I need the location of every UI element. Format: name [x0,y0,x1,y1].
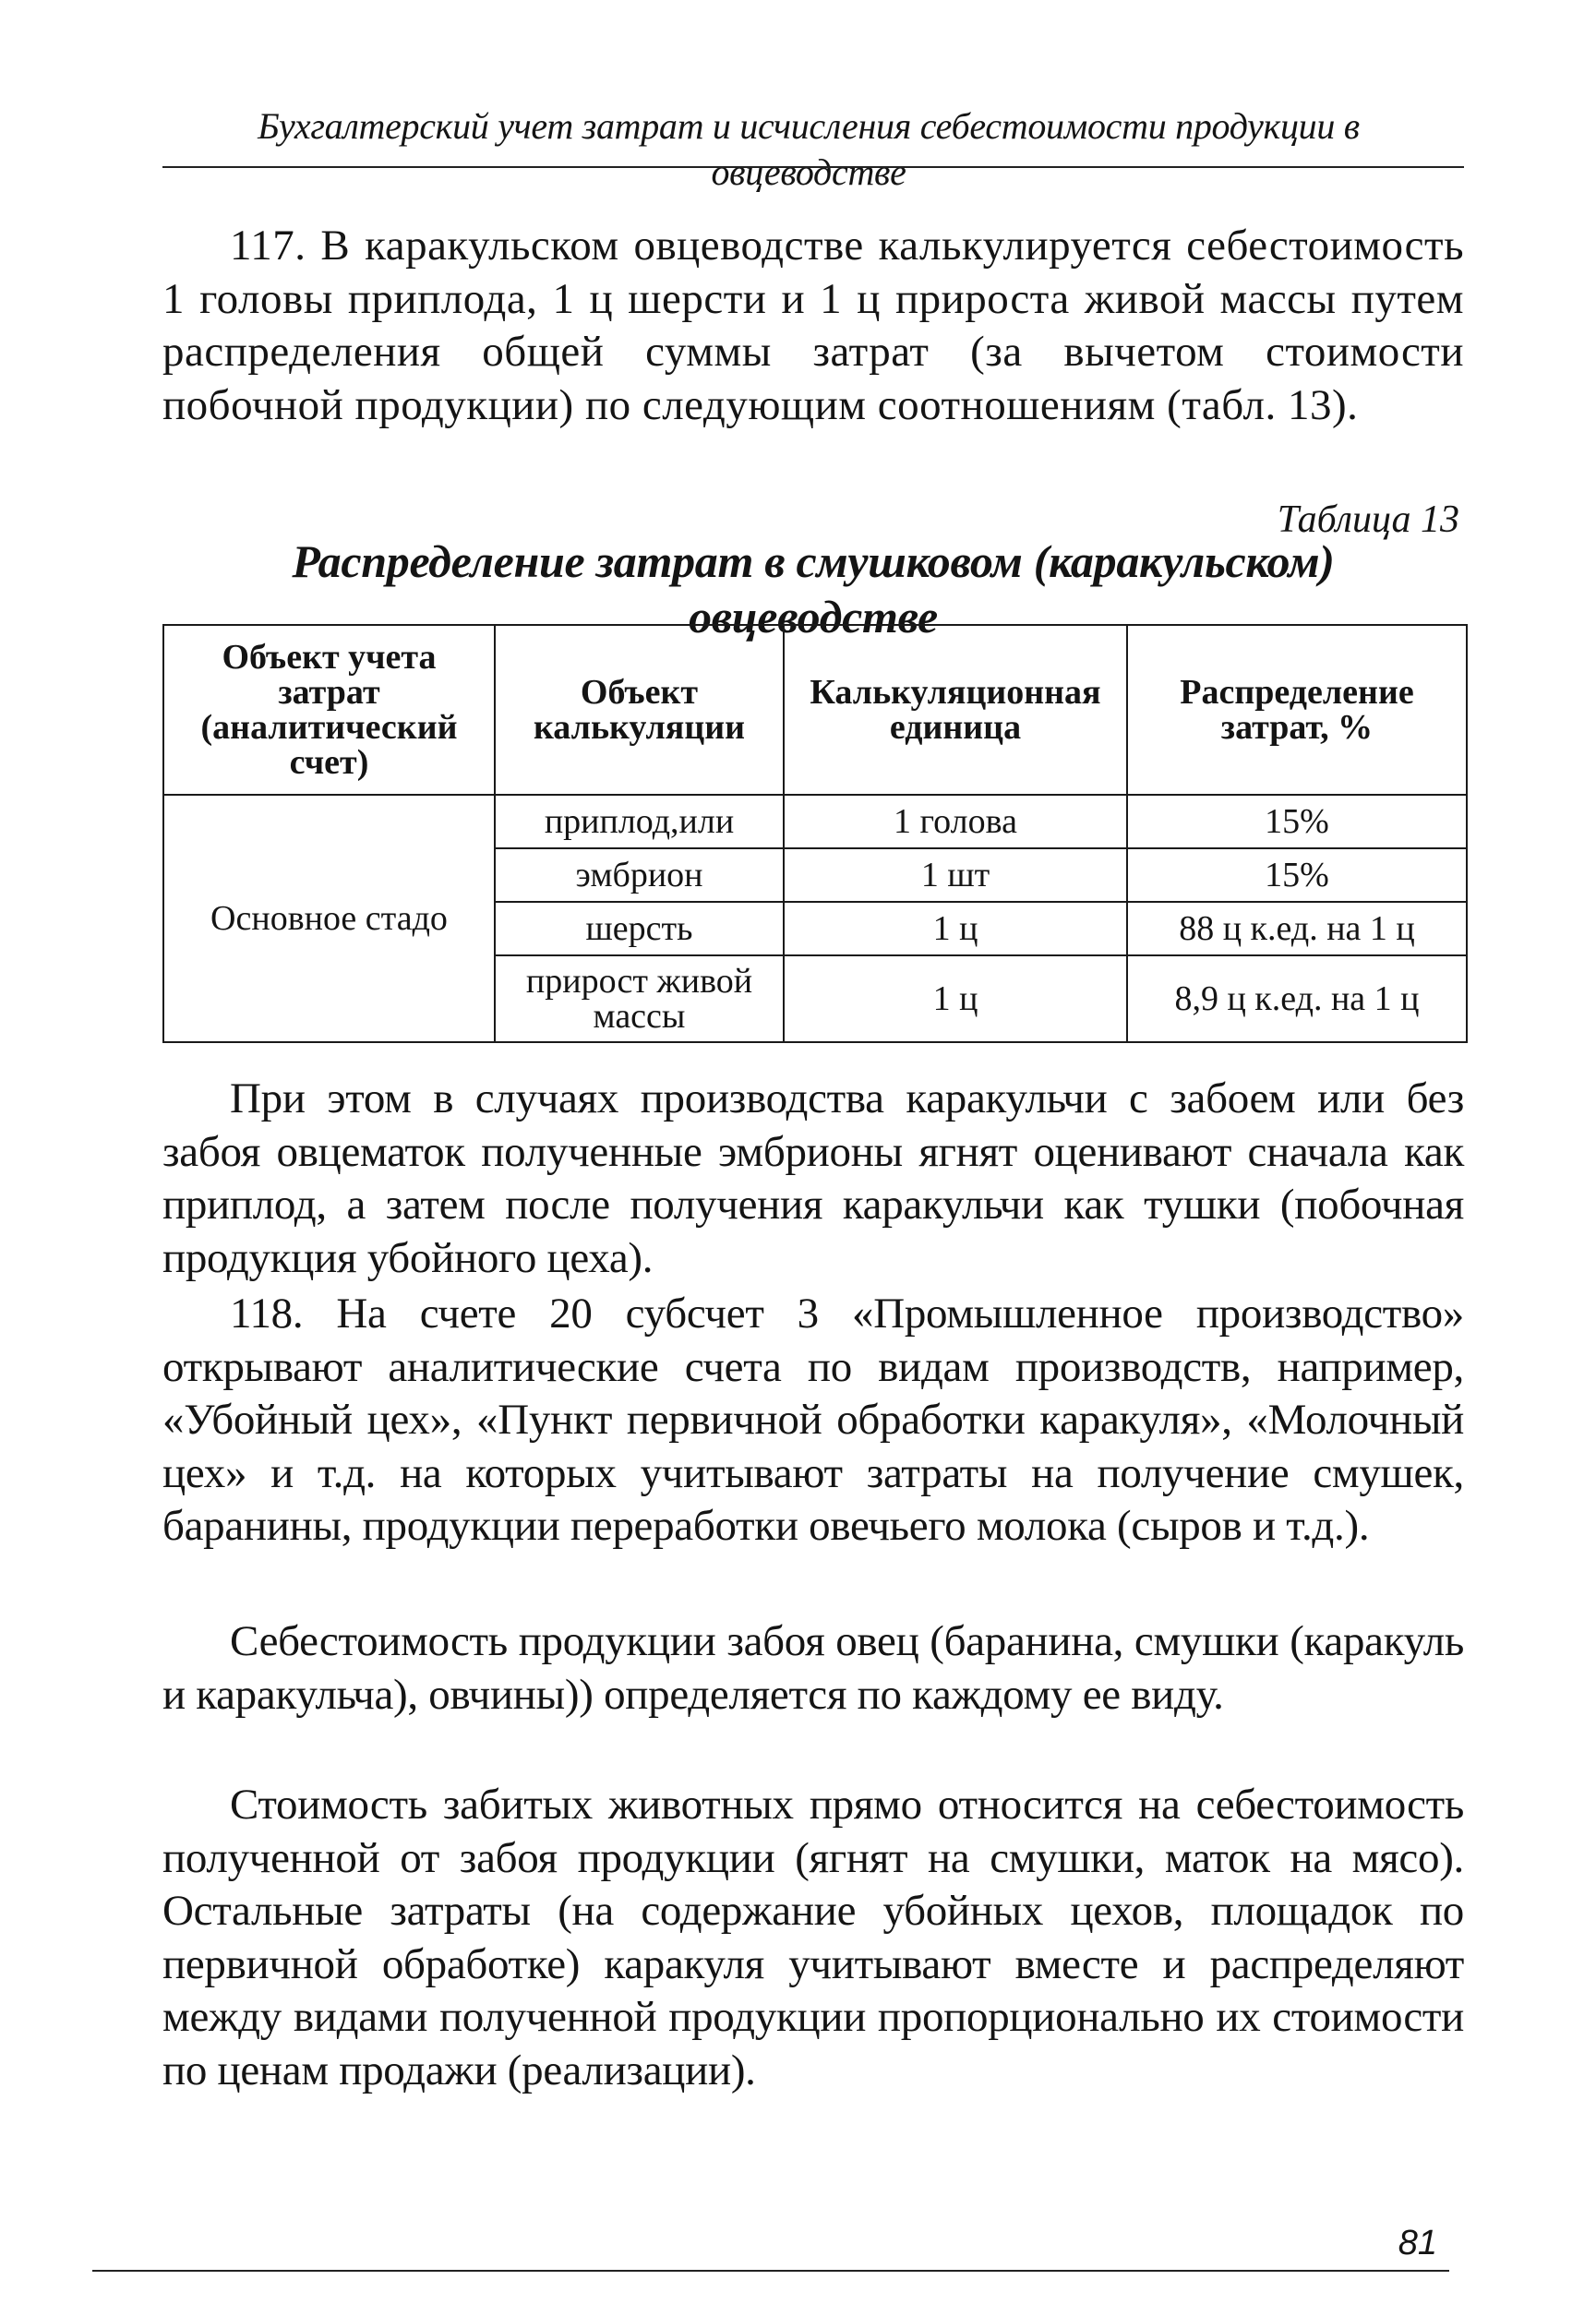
table-cell: 1 ц [784,902,1127,955]
cost-distribution-table [162,624,1468,1043]
column-header: Объект калькуляции [495,625,784,795]
header-rule [162,166,1464,168]
table-cell: приплод,или [495,795,784,848]
page-number: 81 [1398,2224,1437,2262]
table-cell: 88 ц к.ед. на 1 ц [1127,902,1467,955]
table-title: Распределение затрат в смушковом (каракульском) овцеводстве [292,535,1335,642]
paragraph-slaughter-cost: Себестоимость продукции забоя овец (баранина, смушки (каракуль и каракульча), овчины)) определяется по каждому ее виду. [162,1617,1464,1719]
paragraph-slaughtered-animals: Стоимость забитых животных прямо относится на себестоимость полученной от забоя продукции (ягнят на смушки, маток на мясо). Остальные затраты (на содержание убойных цехов, площадок по первичной обработке) каракуля учитывают вместе и распределяют между видами полученной продукции пропорционально их стоимости по ценам продажи (реализации). [162,1781,1464,2094]
column-header: Распределение затрат, % [1127,625,1467,795]
table-cell-account: Основное стадо [163,795,495,1042]
column-header: Объект учета затрат (аналитический счет) [163,625,495,795]
table-cell: 1 шт [784,848,1127,902]
running-header: Бухгалтерский учет затрат и исчисления себестоимости продукции в овцеводстве [258,105,1360,193]
column-header: Калькуляционная единица [784,625,1127,795]
table-cell: 15% [1127,795,1467,848]
table-cell: 1 голова [784,795,1127,848]
table-cell: 15% [1127,848,1467,902]
footer-rule [92,2270,1449,2272]
table-cell: 8,9 ц к.ед. на 1 ц [1127,955,1467,1042]
table-cell: прирост живой массы [495,955,784,1042]
table-header-row [163,625,1467,795]
table-row [163,795,1467,848]
table-cell: эмбрион [495,848,784,902]
table-cell: 1 ц [784,955,1127,1042]
paragraph-117: 117. В каракульском овцеводстве калькулируется себестоимость 1 головы приплода, 1 ц шерсти и 1 ц прироста живой массы путем распределения общей суммы затрат (за вычетом стоимости побочной продукции) по следующим соотношениям (табл. 13). [162,222,1464,429]
table-caption: Таблица 13 [1277,498,1459,541]
paragraph-embryos: При этом в случаях производства каракульчи с забоем или без забоя овцематок полученные эмбрионы ягнят оценивают сначала как приплод, а затем после получения каракульчи как тушки (побочная продукция убойного цеха). [162,1074,1464,1282]
paragraph-118: 118. На счете 20 субсчет 3 «Промышленное производство» открывают аналитические счета по видам производств, например, «Убойный цех», «Пункт первичной обработки каракуля», «Молочный цех» и т.д. на которых учитывают затраты на получение смушек, баранины, продукции переработки овечьего молока (сыров и т.д.). [162,1290,1464,1550]
table-cell: шерсть [495,902,784,955]
